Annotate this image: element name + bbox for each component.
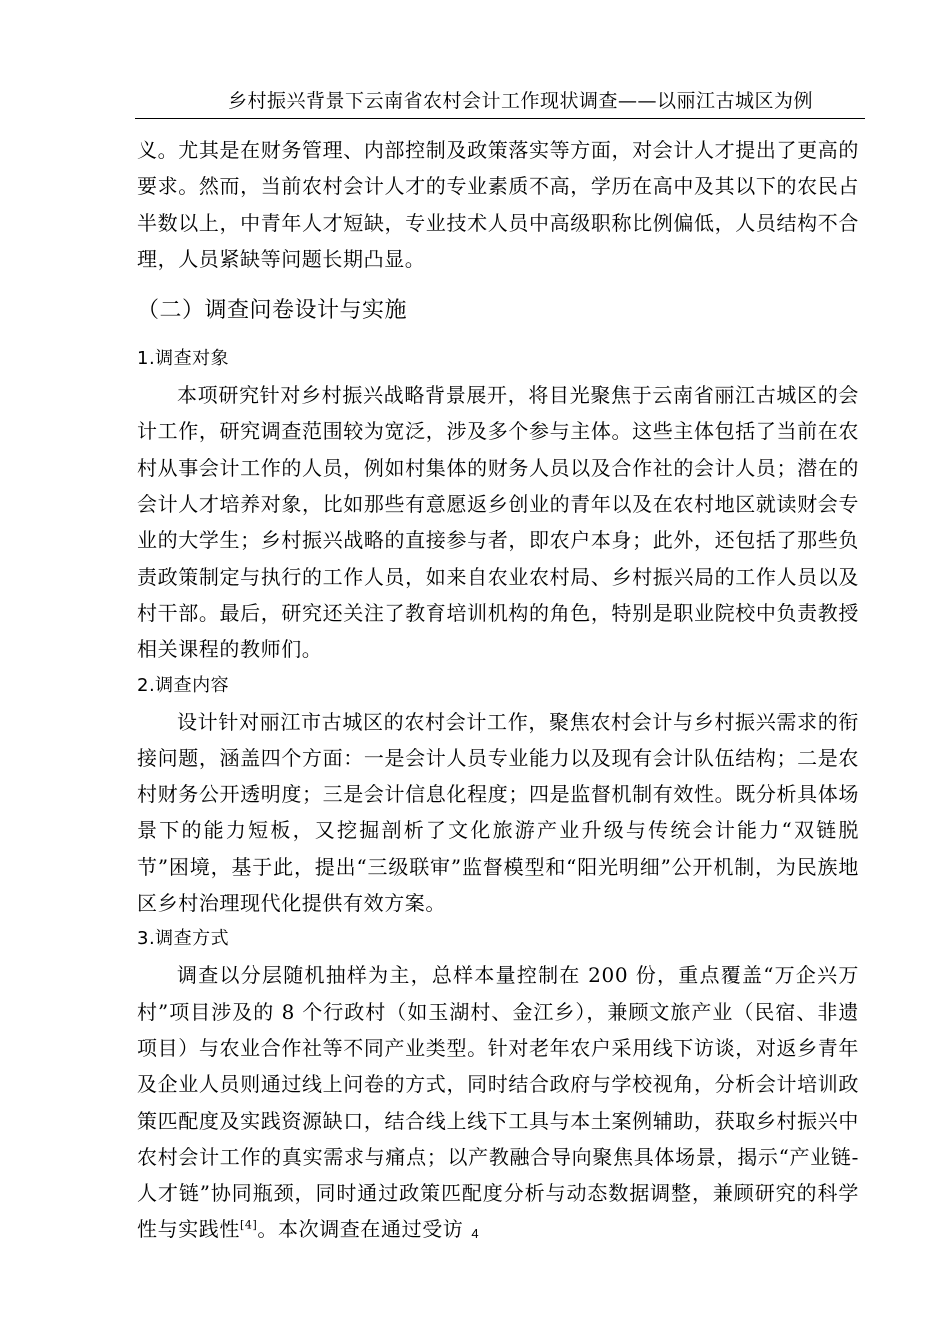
- paragraph-survey-subjects: 本项研究针对乡村振兴战略背景展开，将目光聚焦于云南省丽江古城区的会计工作，研究调查范围较为宽泛，涉及多个参与主体。这些主体包括了当前在农村从事会计工作的人员，例如村集体的财务人员以及合作社的会计人员；潜在的会计人才培养对象，比如那些有意愿返乡创业的青年以及在农村地区就读财会专业的大学生；乡村振兴战略的直接参与者，即农户本身；此外，还包括了那些负责政策制定与执行的工作人员，如来自农业农村局、乡村振兴局的工作人员以及村干部。最后，研究还关注了教育培训机构的角色，特别是职业院校中负责教授相关课程的教师们。: [137, 383, 859, 662]
- subheading-survey-method: 3.调查方式: [137, 928, 230, 950]
- running-header: 乡村振兴背景下云南省农村会计工作现状调查——以丽江古城区为例: [227, 90, 813, 112]
- paragraph-survey-method-text: 调查以分层随机抽样为主，总样本量控制在 200 份，重点覆盖“万企兴万村”项目涉及的 8 个行政村（如玉湖村、金江乡），兼顾文旅产业（民宿、非遗项目）与农业合作社等不同产业类型。针对老年农户采用线下访谈，对返乡青年及企业人员则通过线上问卷的方式，同时结合政府与学校视角，分析会计培训政策匹配度及实践资源缺口，结合线上线下工具与本土案例辅助，获取乡村振兴中农村会计工作的真实需求与痛点；以产教融合导向聚焦具体场景，揭示“产业链-人才链”协同瓶颈，同时通过政策匹配度分析与动态数据调整，兼顾研究的科学性与实践性: [137, 963, 859, 1242]
- citation-reference: [4]: [240, 1218, 258, 1232]
- subheading-survey-content: 2.调查内容: [137, 674, 230, 696]
- page-number: 4: [471, 1226, 479, 1241]
- paragraph-continuation: 义。尤其是在财务管理、内部控制及政策落实等方面，对会计人才提出了更高的要求。然而，当前农村会计人才的专业素质不高，学历在高中及其以下的农民占半数以上，中青年人才短缺，专业技术人员中高级职称比例偏低，人员结构不合理，人员紧缺等问题长期凸显。: [137, 138, 859, 271]
- section-heading: （二）调查问卷设计与实施: [137, 298, 408, 324]
- page-body: [137, 130, 859, 1248]
- subheading-survey-subjects: 1.调查对象: [137, 348, 230, 370]
- paragraph-survey-content: 设计针对丽江市古城区的农村会计工作，聚焦农村会计与乡村振兴需求的衔接问题，涵盖四个方面：一是会计人员专业能力以及现有会计队伍结构；二是农村财务公开透明度；三是会计信息化程度；四是监督机制有效性。既分析具体场景下的能力短板，又挖掘剖析了文化旅游产业升级与传统会计能力“双链脱节”困境，基于此，提出“三级联审”监督模型和“阳光明细”公开机制，为民族地区乡村治理现代化提供有效方案。: [137, 709, 859, 916]
- header-divider: [135, 118, 865, 119]
- paragraph-survey-method-tail: 。本次调查在通过受访: [257, 1217, 464, 1242]
- paragraph-survey-method: [137, 957, 859, 1247]
